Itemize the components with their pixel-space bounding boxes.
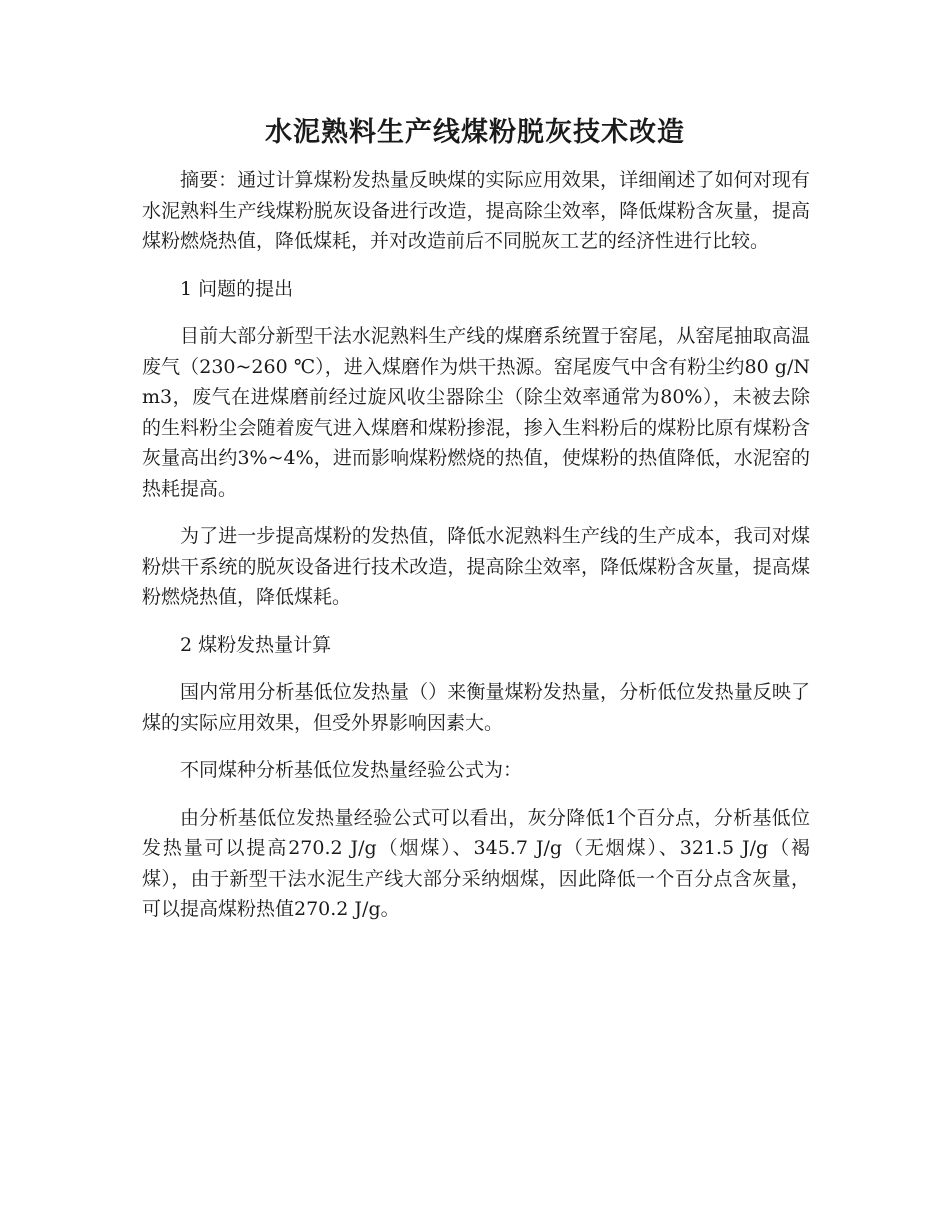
section-2-paragraph-1: 国内常用分析基低位发热量（）来衡量煤粉发热量，分析低位发热量反映了煤的实际应用效果，但受外界影响因素大。	[142, 681, 810, 734]
section-1-paragraph-2: 为了进一步提高煤粉的发热值，降低水泥熟料生产线的生产成本，我司对煤粉烘干系统的脱灰设备进行技术改造，提高除尘效率，降低煤粉含灰量，提高煤粉燃烧热值，降低煤耗。	[142, 525, 810, 608]
document-body	[142, 165, 810, 942]
abstract-paragraph: 摘要：通过计算煤粉发热量反映煤的实际应用效果，详细阐述了如何对现有水泥熟料生产线煤粉脱灰设备进行改造，提高除尘效率，降低煤粉含灰量，提高煤粉燃烧热值，降低煤耗，并对改造前后不同脱灰工艺的经济性进行比较。	[142, 169, 810, 252]
document-title: 水泥熟料生产线煤粉脱灰技术改造	[265, 117, 685, 148]
section-1-paragraph-1: 目前大部分新型干法水泥熟料生产线的煤磨系统置于窑尾，从窑尾抽取高温废气（230~260 ℃），进入煤磨作为烘干热源。窑尾废气中含有粉尘约80 g/Nm3，废气在进煤磨前经过旋风收尘器除尘（除尘效率通常为80%），未被去除的生料粉尘会随着废气进入煤磨和煤粉掺混，掺入生料粉后的煤粉比原有煤粉含灰量高出约3%~4%，进而影响煤粉燃烧的热值，使煤粉的热值降低，水泥窑的热耗提高。	[142, 325, 810, 500]
section-2-paragraph-2: 不同煤种分析基低位发热量经验公式为：	[180, 759, 523, 781]
section-2-paragraph-3: 由分析基低位发热量经验公式可以看出，灰分降低1个百分点，分析基低位发热量可以提高270.2 J/g（烟煤）、345.7 J/g（无烟煤）、321.5 J/g（褐煤），由于新型干法水泥生产线大部分采纳烟煤，因此降低一个百分点含灰量，可以提高煤粉热值270.2 J/g。	[142, 806, 810, 920]
section-2-heading: 2 煤粉发热量计算	[180, 633, 332, 656]
section-1-heading: 1 问题的提出	[180, 277, 294, 300]
